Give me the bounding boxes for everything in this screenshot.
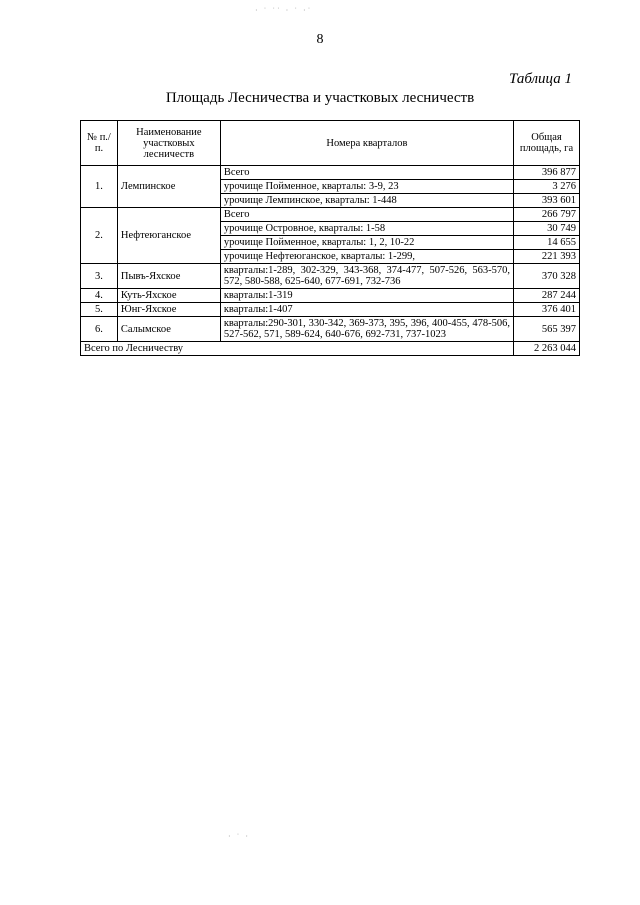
quarters-cell: кварталы:290-301, 330-342, 369-373, 395, 396, 400-455, 478-506, 527-562, 571, 589-624, 640-676, 692-731, 737-1023 [220,317,513,342]
quarters-cell: урочище Лемпинское, кварталы: 1-448 [220,194,513,208]
scan-noise-bottom: · ˙ · [228,832,250,841]
header-num: № п./п. [81,121,118,166]
area-cell: 287 244 [514,289,580,303]
area-cell: 266 797 [514,208,580,222]
scan-noise: · ˙ ˙˙ · ˙ ·˙ [255,6,313,15]
quarters-cell: Всего [220,166,513,180]
area-cell: 14 655 [514,236,580,250]
quarters-cell: Всего [220,208,513,222]
header-forestry-name: Наименование участковых лесничеств [117,121,220,166]
table-title: Площадь Лесничества и участковых лесничеств [165,90,475,106]
total-area: 2 263 044 [514,342,580,356]
table-body [81,166,580,342]
table-header-row [81,121,580,166]
area-cell: 393 601 [514,194,580,208]
area-cell: 565 397 [514,317,580,342]
area-cell: 30 749 [514,222,580,236]
total-label: Всего по Лесничеству [81,342,514,356]
table-row [81,303,580,317]
quarters-cell: урочище Пойменное, кварталы: 1, 2, 10-22 [220,236,513,250]
forestry-name: Нефтеюганское [117,208,220,264]
area-cell: 3 276 [514,180,580,194]
table-caption: Таблица 1 [509,71,572,87]
forestry-name: Лемпинское [117,166,220,208]
table-row [81,289,580,303]
row-number: 4. [81,289,118,303]
table-row [81,317,580,342]
area-cell: 221 393 [514,250,580,264]
forestry-name: Пывъ-Яхское [117,264,220,289]
forestry-area-table [80,120,580,356]
page-number: 8 [316,32,324,47]
forestry-name: Салымское [117,317,220,342]
forestry-name: Куть-Яхское [117,289,220,303]
header-quarters: Номера кварталов [220,121,513,166]
row-number: 2. [81,208,118,264]
quarters-cell: кварталы:1-289, 302-329, 343-368, 374-477, 507-526, 563-570, 572, 580-588, 625-640, 677-691, 732-736 [220,264,513,289]
row-number: 6. [81,317,118,342]
row-number: 1. [81,166,118,208]
quarters-cell: урочище Островное, кварталы: 1-58 [220,222,513,236]
table-row [81,208,580,222]
header-area: Общая площадь, га [514,121,580,166]
area-cell: 396 877 [514,166,580,180]
quarters-cell: кварталы:1-407 [220,303,513,317]
quarters-cell: урочище Пойменное, кварталы: 3-9, 23 [220,180,513,194]
table-row [81,264,580,289]
total-row [81,342,580,356]
area-cell: 376 401 [514,303,580,317]
quarters-cell: кварталы:1-319 [220,289,513,303]
row-number: 3. [81,264,118,289]
forestry-name: Юнг-Яхское [117,303,220,317]
table-row [81,166,580,180]
row-number: 5. [81,303,118,317]
quarters-cell: урочище Нефтеюганское, кварталы: 1-299, [220,250,513,264]
area-cell: 370 328 [514,264,580,289]
